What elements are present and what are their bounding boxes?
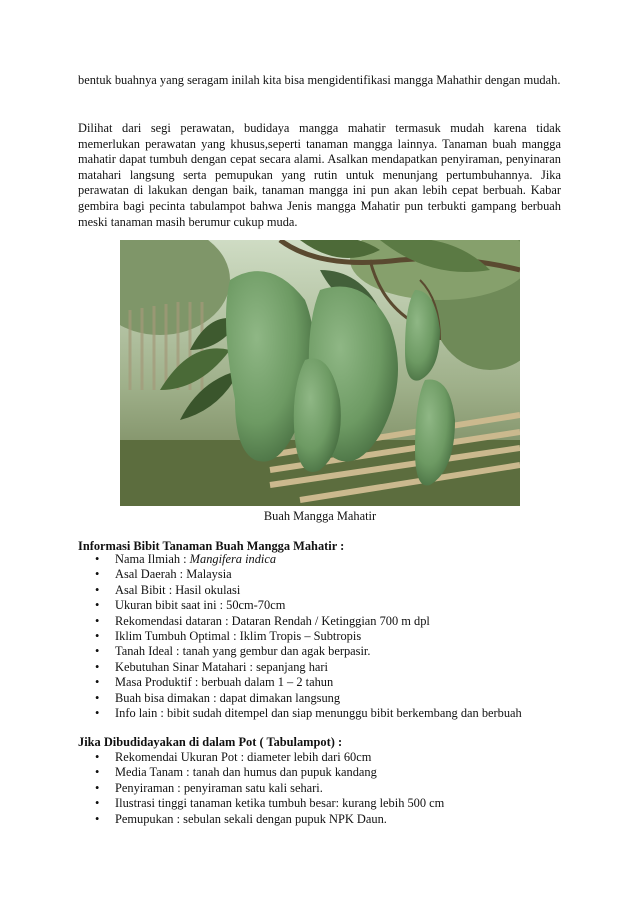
list-item: • Kebutuhan Sinar Matahari : sepanjang hari bbox=[78, 660, 578, 675]
list-item: • Asal Daerah : Malaysia bbox=[78, 567, 578, 582]
paragraph-care: Dilihat dari segi perawatan, budidaya mangga mahatir termasuk mudah karena tidak memerlukan perawatan yang khusus,seperti tanaman mangga lainnya. Tanaman buah mangga mahatir dapat tumbuh dengan cepat secara alami. Asalkan mendapatkan penyiraman, penyinaran matahari langsung serta pemupukan yang rutin untuk menunjang pertumbuhannya. Jika perawatan di lakukan dengan baik, tanaman mangga ini pun akan lebih cepat berbuah. Kabar gembira bagi pecinta tabulampot bahwa Jenis mangga Mahatir pun terbukti gampang berbuah meski tanaman masih berumur cukup muda. bbox=[78, 121, 561, 229]
list-item: • Pemupukan : sebulan sekali dengan pupuk NPK Daun. bbox=[78, 812, 578, 827]
list-item: • Asal Bibit : Hasil okulasi bbox=[78, 583, 578, 598]
list-item: • Masa Produktif : berbuah dalam 1 – 2 tahun bbox=[78, 675, 578, 690]
list-item: • Ukuran bibit saat ini : 50cm-70cm bbox=[78, 598, 578, 613]
list-item: • Nama Ilmiah : Mangifera indica bbox=[78, 552, 578, 567]
scientific-name: Mangifera indica bbox=[189, 552, 277, 566]
mango-photo-illustration bbox=[120, 240, 520, 506]
tabulampot-list bbox=[78, 750, 578, 827]
photo-caption: Buah Mangga Mahatir bbox=[263, 509, 377, 523]
list-item: • Rekomendai Ukuran Pot : diameter lebih dari 60cm bbox=[78, 750, 578, 765]
list-item: • Info lain : bibit sudah ditempel dan siap menunggu bibit berkembang dan berbuah bbox=[78, 706, 578, 721]
seed-info-list bbox=[78, 552, 578, 721]
mango-photo bbox=[120, 240, 520, 506]
list-item: • Iklim Tumbuh Optimal : Iklim Tropis – Subtropis bbox=[78, 629, 578, 644]
list-item: • Tanah Ideal : tanah yang gembur dan agak berpasir. bbox=[78, 644, 578, 659]
list-item: • Rekomendasi dataran : Dataran Rendah / Ketinggian 700 m dpl bbox=[78, 614, 578, 629]
list-item: • Ilustrasi tinggi tanaman ketika tumbuh besar: kurang lebih 500 cm bbox=[78, 796, 578, 811]
section-heading-seed-info: Informasi Bibit Tanaman Buah Mangga Mahatir : bbox=[78, 539, 345, 553]
section-heading-tabulampot: Jika Dibudidayakan di dalam Pot ( Tabulampot) : bbox=[78, 735, 343, 749]
list-item: • Media Tanam : tanah dan humus dan pupuk kandang bbox=[78, 765, 578, 780]
list-item: • Penyiraman : penyiraman satu kali sehari. bbox=[78, 781, 578, 796]
paragraph-intro: bentuk buahnya yang seragam inilah kita bisa mengidentifikasi mangga Mahathir dengan mudah. bbox=[78, 73, 561, 87]
list-item: • Buah bisa dimakan : dapat dimakan langsung bbox=[78, 691, 578, 706]
